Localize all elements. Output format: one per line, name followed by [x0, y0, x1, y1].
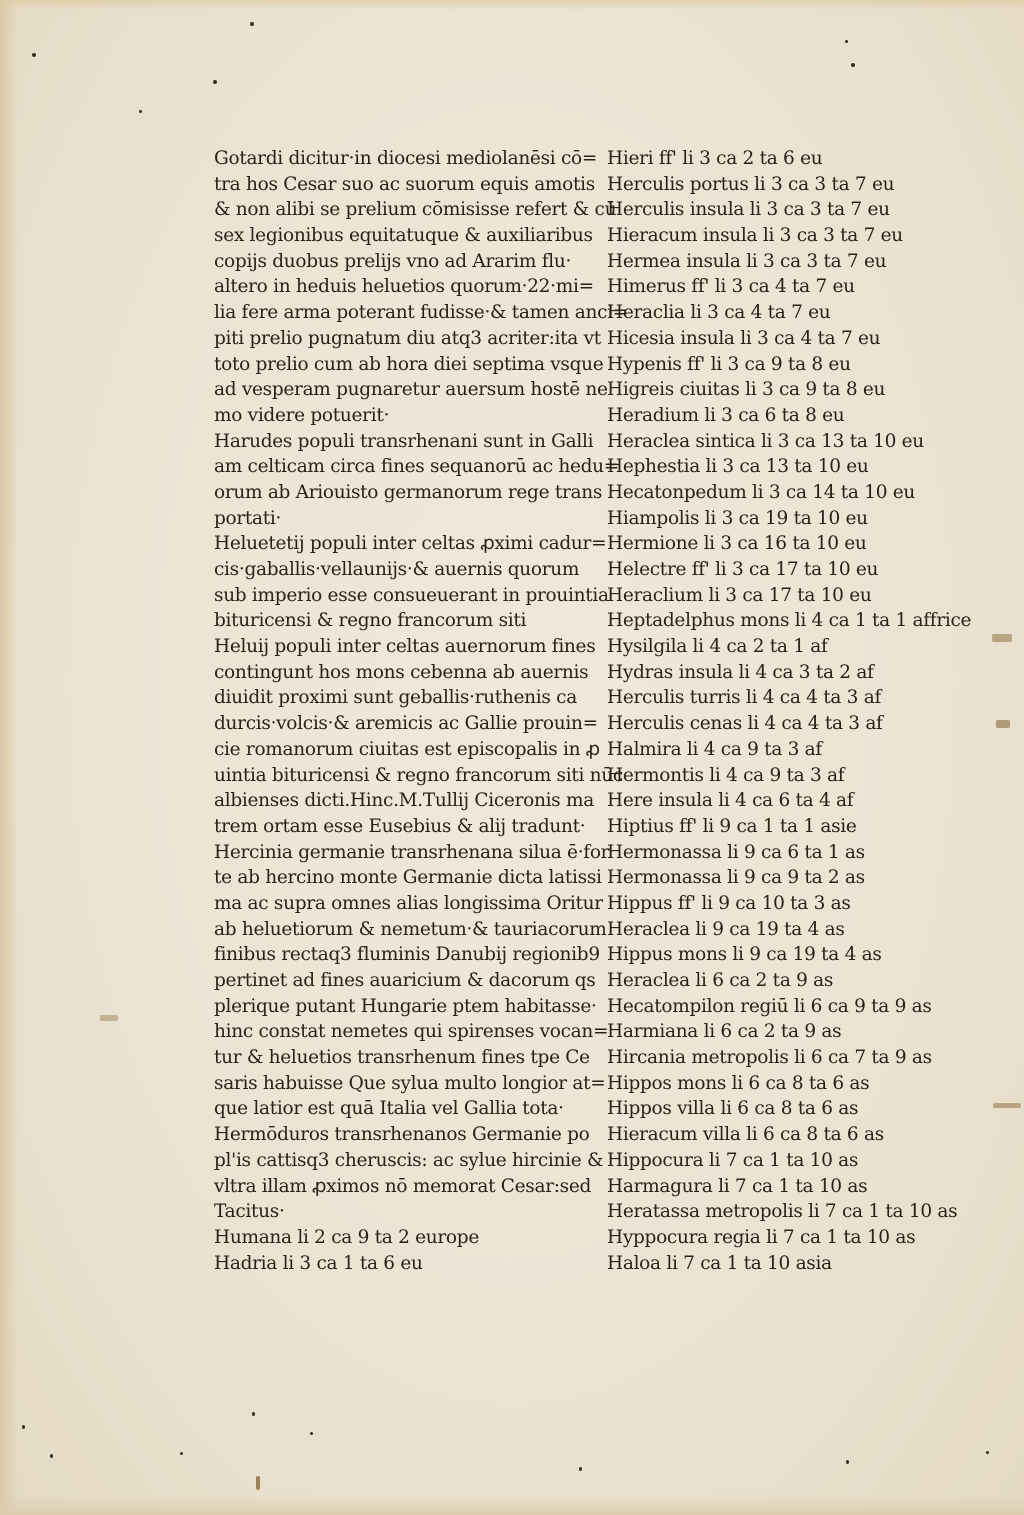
text-line: copijs duobus prelijs vno ad Ararim flu·	[214, 250, 572, 272]
text-line: ad vesperam pugnaretur auersum hostē ne	[214, 379, 608, 401]
text-line: Hicesia insula li 3 ca 4 ta 7 eu	[607, 327, 881, 349]
text-line: cie romanorum ciuitas est episcopalis in ꝓ	[214, 738, 600, 760]
text-line: Heraclium li 3 ca 17 ta 10 eu	[607, 584, 872, 606]
text-line: Harmagura li 7 ca 1 ta 10 as	[607, 1175, 868, 1197]
text-line: Hippus mons li 9 ca 19 ta 4 as	[607, 944, 882, 966]
text-line: lia fere arma poterant fudisse·& tamen anci=	[214, 302, 628, 324]
text-line: & non alibi se prelium cōmisisse refert & cū	[214, 199, 617, 221]
text-line: Hippos villa li 6 ca 8 ta 6 as	[607, 1098, 859, 1120]
text-line: Hydras insula li 4 ca 3 ta 2 af	[607, 661, 874, 683]
text-line: diuidit proximi sunt geballis·ruthenis ca	[214, 687, 577, 709]
text-line: Helectre ff' li 3 ca 17 ta 10 eu	[607, 559, 879, 580]
text-column-left	[214, 146, 628, 1276]
text-line: Higreis ciuitas li 3 ca 9 ta 8 eu	[607, 379, 886, 401]
text-line: Harmiana li 6 ca 2 ta 9 as	[607, 1021, 842, 1043]
text-column-right	[607, 146, 972, 1276]
text-line: sub imperio esse consueuerant in prouintia	[214, 584, 609, 606]
stain-mark	[992, 634, 1012, 642]
text-line: Hercinia germanie transrhenana silua ē·for	[214, 841, 610, 863]
text-line: Heluij populi inter celtas auernorum fines	[214, 636, 596, 658]
text-line: vltra illam ꝓximos nō memorat Cesar:sed	[214, 1175, 592, 1197]
wormhole-speck	[32, 53, 36, 57]
wormhole-speck	[252, 1412, 255, 1416]
wormhole-speck	[139, 110, 142, 113]
text-line: mo videre potuerit·	[214, 404, 390, 426]
wormhole-speck	[986, 1451, 989, 1454]
text-line: Heratassa metropolis li 7 ca 1 ta 10 as	[607, 1201, 958, 1223]
text-line: Hermea insula li 3 ca 3 ta 7 eu	[607, 250, 887, 272]
text-line: Herculis cenas li 4 ca 4 ta 3 af	[607, 713, 883, 735]
text-line: Hadria li 3 ca 1 ta 6 eu	[214, 1252, 423, 1274]
text-line: Hephestia li 3 ca 13 ta 10 eu	[607, 456, 869, 478]
text-line: Himerus ff' li 3 ca 4 ta 7 eu	[607, 276, 855, 298]
text-line: Hyppocura regia li 7 ca 1 ta 10 as	[607, 1226, 916, 1248]
text-line: orum ab Ariouisto germanorum rege trans	[214, 481, 603, 503]
text-line: Gotardi dicitur·in diocesi mediolanēsi cō=	[214, 148, 598, 169]
text-line: toto prelio cum ab hora diei septima vsque	[214, 353, 604, 375]
text-line: te ab hercino monte Germanie dicta latissi	[214, 867, 602, 889]
text-line: Hermōduros transrhenanos Germanie po	[214, 1124, 590, 1146]
text-line: contingunt hos mons cebenna ab auernis	[214, 661, 589, 683]
text-line: durcis·volcis·& aremicis ac Gallie prouin=	[214, 713, 598, 735]
wormhole-speck	[310, 1432, 313, 1435]
text-line: Hircania metropolis li 6 ca 7 ta 9 as	[607, 1047, 932, 1069]
text-line: Humana li 2 ca 9 ta 2 europe	[214, 1226, 479, 1248]
text-line: altero in heduis heluetios quorum·22·mi=	[214, 276, 594, 298]
text-line: Hermonassa li 9 ca 9 ta 2 as	[607, 867, 865, 889]
text-line: ma ac supra omnes alias longissima Oritur	[214, 892, 603, 914]
text-line: piti prelio pugnatum diu atq3 acriter:ita vt	[214, 327, 601, 349]
text-line: Hieracum villa li 6 ca 8 ta 6 as	[607, 1124, 884, 1146]
text-line: Hecatompilon regiū li 6 ca 9 ta 9 as	[607, 995, 932, 1017]
text-line: Herculis portus li 3 ca 3 ta 7 eu	[607, 173, 895, 195]
text-line: Hiptius ff' li 9 ca 1 ta 1 asie	[607, 815, 857, 837]
text-line: Hysilgila li 4 ca 2 ta 1 af	[607, 636, 828, 658]
text-line: Herculis turris li 4 ca 4 ta 3 af	[607, 687, 881, 709]
page-edge-bottom	[0, 1495, 1024, 1515]
text-line: Heradium li 3 ca 6 ta 8 eu	[607, 404, 845, 426]
text-line: pertinet ad fines auaricium & dacorum qs	[214, 970, 596, 991]
stain-mark	[100, 1015, 118, 1021]
page-edge-left	[0, 0, 18, 1515]
text-line: trem ortam esse Eusebius & alij tradunt·	[214, 815, 586, 837]
wormhole-speck	[579, 1467, 582, 1471]
text-line: cis·gaballis·vellaunijs·& auernis quorum	[214, 559, 580, 580]
text-line: Hermonassa li 9 ca 6 ta 1 as	[607, 841, 865, 863]
text-line: Heraclea li 9 ca 19 ta 4 as	[607, 918, 845, 940]
page-edge-top	[0, 0, 1024, 10]
text-line: Hecatonpedum li 3 ca 14 ta 10 eu	[607, 481, 916, 503]
wormhole-speck	[22, 1425, 25, 1429]
text-line: tur & heluetios transrhenum fines tpe Ce	[214, 1047, 590, 1069]
text-line: Here insula li 4 ca 6 ta 4 af	[607, 790, 854, 812]
text-line: Hippus ff' li 9 ca 10 ta 3 as	[607, 892, 851, 914]
text-line: Hiampolis li 3 ca 19 ta 10 eu	[607, 507, 868, 529]
text-line: albienses dicti.Hinc.M.Tullij Ciceronis ma	[214, 790, 594, 812]
wormhole-speck	[845, 40, 848, 43]
wormhole-speck	[180, 1452, 183, 1455]
text-line: Hermione li 3 ca 16 ta 10 eu	[607, 533, 867, 555]
wormhole-speck	[250, 22, 254, 26]
wormhole-speck	[50, 1454, 53, 1458]
text-line: Heptadelphus mons li 4 ca 1 ta 1 affrice	[607, 610, 972, 632]
text-line: Hieracum insula li 3 ca 3 ta 7 eu	[607, 225, 903, 247]
text-line: Tacitus·	[214, 1201, 285, 1223]
text-line: Hermontis li 4 ca 9 ta 3 af	[607, 764, 845, 786]
text-line: finibus rectaq3 fluminis Danubij regionib9	[214, 944, 600, 966]
text-line: sex legionibus equitatuque & auxiliaribus	[214, 225, 593, 247]
stain-mark	[996, 720, 1010, 728]
wormhole-speck	[846, 1460, 849, 1464]
wormhole-speck	[851, 63, 855, 67]
text-line: am celticam circa fines sequanorū ac hedu=	[214, 456, 619, 478]
text-line: Halmira li 4 ca 9 ta 3 af	[607, 738, 822, 760]
stain-mark	[993, 1103, 1021, 1108]
text-line: Harudes populi transrhenani sunt in Galli	[214, 430, 594, 452]
text-line: hinc constat nemetes qui spirenses vocan=	[214, 1021, 609, 1043]
text-line: bituricensi & regno francorum siti	[214, 610, 527, 632]
text-line: Herculis insula li 3 ca 3 ta 7 eu	[607, 199, 890, 221]
text-line: saris habuisse Que sylua multo longior at=	[214, 1072, 606, 1094]
text-line: Hieri ff' li 3 ca 2 ta 6 eu	[607, 148, 823, 169]
text-line: uintia bituricensi & regno francorum siti nūc	[214, 764, 623, 786]
text-line: Heraclea sintica li 3 ca 13 ta 10 eu	[607, 430, 924, 452]
text-line: Hippos mons li 6 ca 8 ta 6 as	[607, 1072, 870, 1094]
text-line: tra hos Cesar suo ac suorum equis amotis	[214, 173, 595, 195]
text-line: Haloa li 7 ca 1 ta 10 asia	[607, 1252, 832, 1274]
text-line: Heraclia li 3 ca 4 ta 7 eu	[607, 302, 831, 324]
wormhole-speck	[213, 80, 217, 84]
text-line: Hippocura li 7 ca 1 ta 10 as	[607, 1149, 859, 1171]
text-line: Heluetetij populi inter celtas ꝓximi cadur=	[214, 533, 607, 555]
text-line: pl'is cattisq3 cheruscis: ac sylue hircinie &	[214, 1149, 604, 1171]
text-line: que latior est quā Italia vel Gallia tota·	[214, 1098, 564, 1120]
stain-mark	[256, 1476, 260, 1490]
text-line: plerique putant Hungarie ptem habitasse·	[214, 995, 597, 1017]
text-line: Heraclea li 6 ca 2 ta 9 as	[607, 970, 834, 991]
text-line: Hypenis ff' li 3 ca 9 ta 8 eu	[607, 353, 851, 375]
text-line: ab heluetiorum & nemetum·& tauriacorum	[214, 918, 607, 940]
text-line: portati·	[214, 507, 282, 529]
